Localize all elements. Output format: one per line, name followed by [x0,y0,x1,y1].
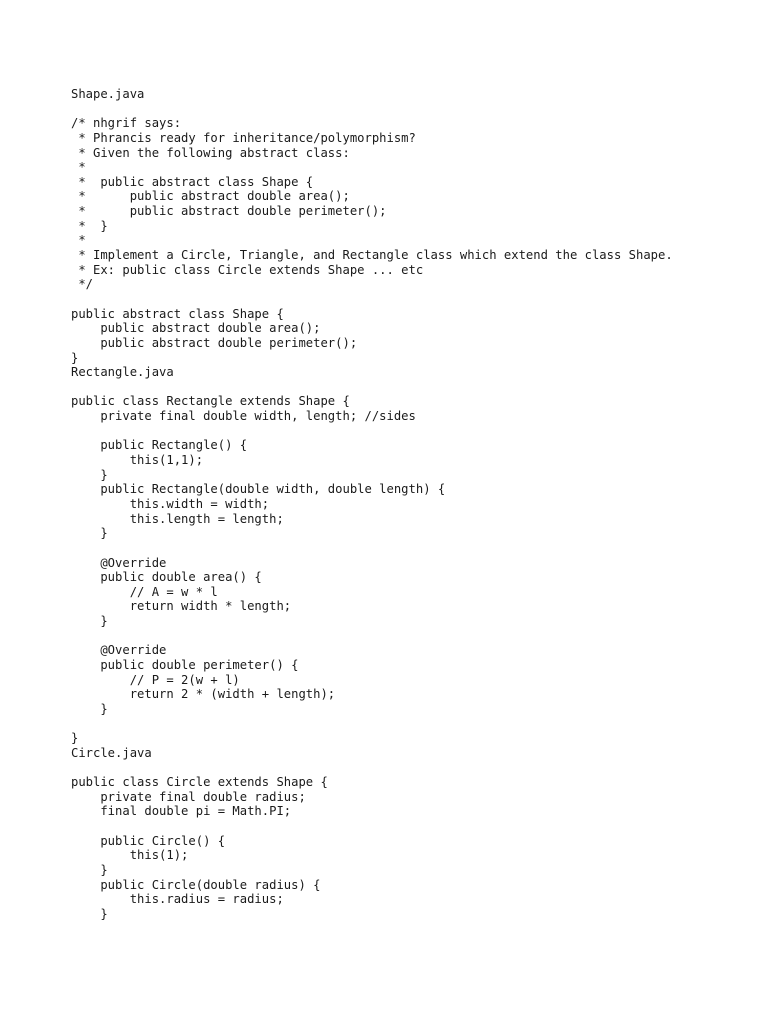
code-line: public double perimeter() { [71,657,299,672]
code-line: } [71,526,108,541]
code-line: } [71,862,108,877]
code-line: * Implement a Circle, Triangle, and Rectangle class which extend the class Shape. [71,248,673,263]
code-line: final double pi = Math.PI; [71,804,292,819]
code-line: this(1); [71,848,189,863]
code-line: private final double width, length; //sides [71,409,416,424]
code-line: * } [71,218,108,233]
code-line [71,380,673,395]
code-line: public class Rectangle extends Shape { [71,394,350,409]
code-line: this(1,1); [71,453,204,468]
code-line: this.radius = radius; [71,892,284,907]
code-line: } [71,350,79,365]
code-line: * public abstract double area(); [71,189,350,204]
code-line: */ [71,277,94,292]
code-line [71,424,673,439]
code-line: } [71,467,108,482]
code-line: this.width = width; [71,496,270,511]
file-name-heading: Shape.java [71,87,145,101]
file-name-heading: Circle.java [71,745,152,760]
code-line: * public abstract double perimeter(); [71,204,387,219]
code-line: } [71,614,108,629]
code-line: @Override [71,643,167,658]
code-line: public abstract class Shape { [71,306,284,321]
code-line: * Ex: public class Circle extends Shape ... etc [71,262,424,277]
code-line: this.length = length; [71,511,284,526]
code-line: } [71,906,108,921]
code-line: // P = 2(w + l) [71,672,240,687]
code-line [71,819,673,834]
code-line: return width * length; [71,599,292,614]
code-line: } [71,731,79,746]
code-line: return 2 * (width + length); [71,687,336,702]
code-line: @Override [71,555,167,570]
code-line [71,629,673,644]
code-line: public Circle(double radius) { [71,877,321,892]
code-line: public abstract double area(); [71,321,321,336]
code-line [71,760,673,775]
code-line: /* nhgrif says: [71,116,182,131]
code-listing [71,87,673,922]
code-line: * Phrancis ready for inheritance/polymorphism? [71,130,416,145]
code-line: * public abstract class Shape { [71,174,314,189]
code-line [71,102,673,117]
code-line [71,292,673,307]
code-line [71,717,673,732]
code-line: private final double radius; [71,789,306,804]
code-line: public double area() { [71,570,262,585]
code-line: * Given the following abstract class: [71,145,350,160]
code-line [71,541,673,556]
code-line: public Rectangle() { [71,438,248,453]
file-name-heading: Rectangle.java [71,365,174,380]
code-line: // A = w * l [71,584,218,599]
code-line: public Circle() { [71,833,226,848]
code-line: public class Circle extends Shape { [71,775,328,790]
code-line: } [71,701,108,716]
code-line: * [71,233,86,248]
code-line: public Rectangle(double width, double length) { [71,482,446,497]
code-line: * [71,160,86,175]
code-line: public abstract double perimeter(); [71,335,358,350]
